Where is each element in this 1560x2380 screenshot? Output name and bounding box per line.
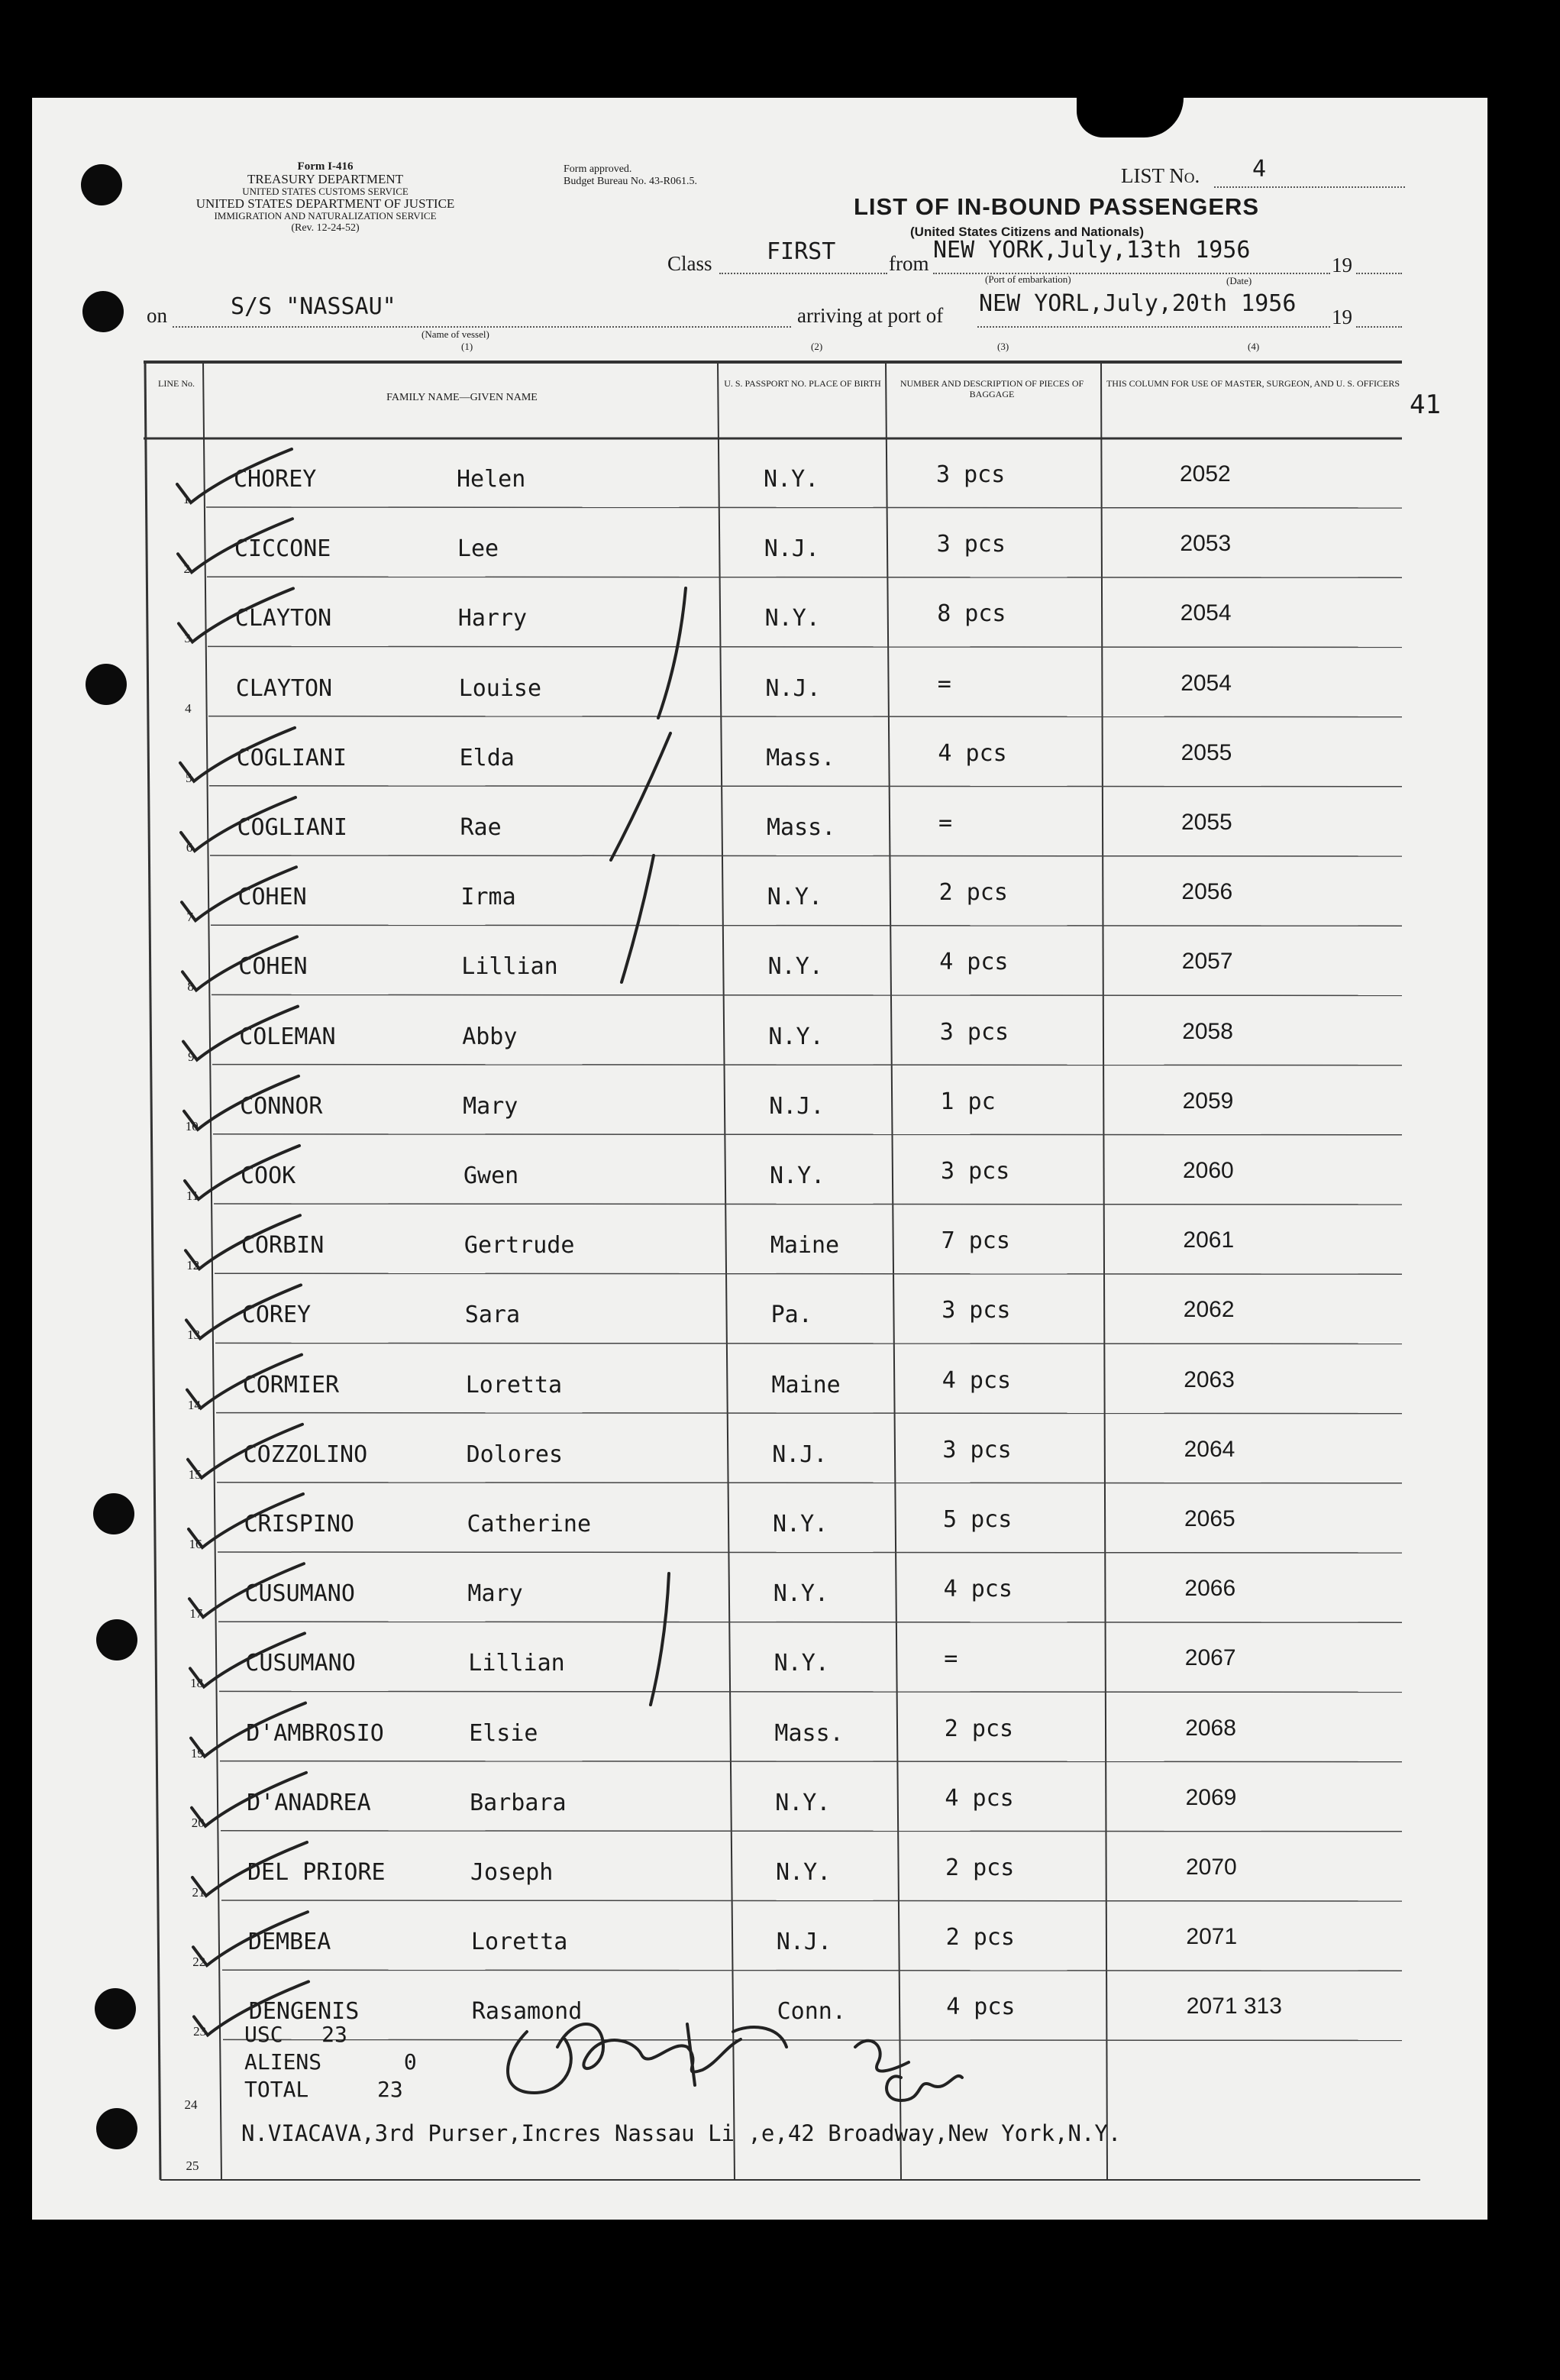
given-name: Joseph <box>470 1859 554 1886</box>
place-of-birth: N.Y. <box>767 953 823 981</box>
form-id-block: Form I-416 TREASURY DEPARTMENT UNITED STATES CUSTOMS SERVICE UNITED STATES DEPARTMENT OF JUSTICE IMMIGRATION AND NATURALIZATION SERVICE (Rev. 12-24-52) <box>195 160 455 234</box>
line-number: 7 <box>186 910 194 925</box>
line-number: 9 <box>188 1049 195 1064</box>
line-number: 23 <box>193 2024 207 2039</box>
baggage-count: 4 pcs <box>946 1994 1016 2021</box>
vessel-name: S/S "NASSAU" <box>231 293 396 320</box>
officer-code: 2071 <box>1186 1924 1238 1950</box>
given-name: Loretta <box>470 1929 568 1956</box>
check-mark <box>178 519 292 572</box>
baggage-count: 1 pc <box>940 1088 996 1115</box>
line-number: 4 <box>185 700 192 716</box>
place-of-birth: N.J. <box>769 1092 825 1120</box>
line-number: 21 <box>192 1885 205 1900</box>
line-number: 6 <box>186 840 193 855</box>
family-name: COZZOLINO <box>243 1441 368 1468</box>
column-header-line: LINE No. <box>158 378 195 389</box>
given-name: Elda <box>459 744 515 771</box>
given-name: Mary <box>463 1092 518 1120</box>
given-name: Gwen <box>463 1163 519 1189</box>
given-name: Gertrude <box>463 1232 575 1260</box>
class-label: Class <box>667 252 712 275</box>
family-name: CORBIN <box>241 1232 325 1260</box>
column-caption-3: (3) <box>997 341 1009 352</box>
line-number: 14 <box>187 1397 201 1412</box>
column-caption-1: (1) <box>461 341 473 352</box>
line-number: 8 <box>187 979 194 994</box>
given-name: Lillian <box>468 1650 565 1677</box>
line-number: 25 <box>186 2158 199 2173</box>
place-of-birth: Mass. <box>766 744 835 771</box>
line-number: 5 <box>185 770 192 785</box>
officer-code: 2061 <box>1183 1227 1235 1253</box>
baggage-count: = <box>938 810 953 836</box>
given-name: Rae <box>460 814 502 841</box>
line-number: 16 <box>189 1537 202 1551</box>
baggage-count: 7 pcs <box>941 1227 1010 1255</box>
family-name: COREY <box>241 1302 312 1329</box>
check-mark <box>184 1076 299 1130</box>
check-mark <box>191 1703 305 1757</box>
place-of-birth: N.Y. <box>768 1023 824 1050</box>
line-number: 3 <box>184 631 191 646</box>
check-mark <box>187 1355 302 1408</box>
aliens-count: ALIENS 0 <box>244 2049 417 2074</box>
line-number: 10 <box>185 1118 199 1133</box>
baggage-count: 5 pcs <box>943 1506 1013 1533</box>
place-of-birth: N.Y. <box>773 1511 828 1538</box>
date-caption: (Date) <box>1226 275 1252 286</box>
arrival-value: NEW YORL,July,20th 1956 <box>979 290 1297 317</box>
given-name: Sara <box>464 1302 521 1329</box>
line-number: 11 <box>186 1188 199 1203</box>
given-name: Dolores <box>466 1441 564 1468</box>
baggage-count: 2 pcs <box>944 1715 1014 1742</box>
officer-code: 2059 <box>1182 1088 1234 1114</box>
from-label: from <box>889 252 929 275</box>
given-name: Barbara <box>470 1789 567 1816</box>
place-of-birth: Pa. <box>770 1302 812 1329</box>
officer-code: 2069 <box>1185 1784 1237 1810</box>
column-header-officers: THIS COLUMN FOR USE OF MASTER, SURGEON, AND U. S. OFFICERS <box>1106 378 1400 389</box>
line-number: 2 <box>183 561 191 577</box>
usc-count: USC 23 <box>244 2022 347 2047</box>
line-number: 1 <box>182 492 190 506</box>
officer-code: 2055 <box>1181 810 1232 835</box>
vessel-caption: (Name of vessel) <box>421 328 489 340</box>
place-of-birth: Maine <box>771 1371 841 1399</box>
officer-code: 2057 <box>1181 949 1233 975</box>
baggage-count: 3 pcs <box>936 531 1006 558</box>
baggage-count: 2 pcs <box>945 1855 1015 1881</box>
family-name: DEL PRIORE <box>247 1859 386 1886</box>
arriving-label: arriving at port of <box>797 304 944 327</box>
baggage-count: 4 pcs <box>938 739 1007 767</box>
from-value: NEW YORK,July,13th 1956 <box>933 237 1251 264</box>
line-number: 18 <box>190 1676 204 1691</box>
family-name: CUSUMANO <box>244 1580 355 1608</box>
line-number: 13 <box>187 1327 201 1343</box>
family-name: COGLIANI <box>237 814 347 841</box>
check-mark <box>182 936 297 990</box>
family-name: COGLIANI <box>236 744 347 771</box>
line-number: 22 <box>192 1955 206 1970</box>
baggage-count: 2 pcs <box>938 879 1008 907</box>
family-name: CRISPINO <box>244 1511 354 1538</box>
check-mark <box>193 1912 308 1965</box>
family-name: COHEN <box>238 953 308 981</box>
line-number: 19 <box>190 1745 204 1761</box>
port-caption: (Port of embarkation) <box>985 273 1071 285</box>
check-mark <box>188 1424 302 1478</box>
officer-code: 2067 <box>1184 1645 1236 1671</box>
family-name: CLAYTON <box>234 605 332 632</box>
given-name: Mary <box>467 1580 523 1608</box>
officer-code: 2062 <box>1183 1297 1235 1323</box>
line-number: 17 <box>189 1606 203 1622</box>
given-name: Lillian <box>461 953 558 981</box>
family-name: D'AMBROSIO <box>246 1719 384 1747</box>
approval-block: Form approved. Budget Bureau No. 43-R061.5. <box>564 163 697 187</box>
check-mark <box>192 1842 307 1896</box>
family-name: D'ANADREA <box>247 1789 371 1816</box>
family-name: DENGENIS <box>248 1998 360 2026</box>
year-suffix: 19 <box>1332 306 1352 328</box>
check-mark <box>190 1633 305 1686</box>
officer-code: 2070 <box>1186 1855 1237 1880</box>
officer-code: 2063 <box>1184 1366 1235 1392</box>
officer-code: 2065 <box>1184 1506 1235 1531</box>
line-number: 24 <box>184 2097 198 2112</box>
purser-signature-line: N.VIACAVA,3rd Purser,Incres Nassau Li ,e,42 Broadway,New York,N.Y. <box>241 2120 1122 2146</box>
baggage-count: 4 pcs <box>945 1784 1014 1812</box>
given-name: Elsie <box>469 1719 538 1747</box>
check-mark <box>192 1773 306 1826</box>
check-mark <box>189 1494 303 1547</box>
place-of-birth: N.Y. <box>764 605 820 632</box>
check-mark <box>182 867 296 920</box>
handwritten-signature <box>508 2024 786 2093</box>
given-name: Lee <box>457 535 499 563</box>
family-name: CORMIER <box>242 1371 340 1399</box>
list-label: LIST No. <box>1121 164 1200 187</box>
officer-code: 2064 <box>1184 1436 1235 1462</box>
place-of-birth: N.Y. <box>773 1580 829 1608</box>
family-name: COLEMAN <box>239 1023 336 1050</box>
given-name: Irma <box>460 884 516 911</box>
baggage-count: 2 pcs <box>945 1924 1015 1952</box>
family-name: CHOREY <box>234 466 317 493</box>
column-caption-2: (2) <box>811 341 823 352</box>
family-name: CLAYTON <box>235 674 333 702</box>
baggage-count: 3 pcs <box>936 461 1006 488</box>
place-of-birth: Maine <box>770 1232 840 1260</box>
line-number: 15 <box>188 1466 202 1482</box>
place-of-birth: N.Y. <box>776 1859 832 1886</box>
check-mark <box>177 449 292 503</box>
total-count: TOTAL 23 <box>244 2077 403 2102</box>
place-of-birth: N.J. <box>776 1929 832 1956</box>
family-name: CONNOR <box>240 1092 323 1120</box>
place-of-birth: N.Y. <box>770 1163 825 1189</box>
line-number: 20 <box>191 1815 205 1830</box>
given-name: Abby <box>462 1023 518 1050</box>
baggage-count: 4 pcs <box>941 1366 1012 1394</box>
officer-code: 2056 <box>1181 879 1233 905</box>
class-value: FIRST <box>767 238 836 265</box>
given-name: Rasamond <box>471 1998 583 2026</box>
family-name: DEMBEA <box>247 1929 331 1956</box>
officer-code: 2054 <box>1180 600 1232 626</box>
officer-code: 2060 <box>1183 1158 1234 1183</box>
place-of-birth: N.Y. <box>764 466 819 493</box>
page-title: LIST OF IN-BOUND PASSENGERS <box>854 193 1260 220</box>
officer-code: 2053 <box>1180 531 1232 557</box>
check-mark <box>186 1285 301 1338</box>
on-label: on <box>147 304 167 327</box>
officer-code: 2068 <box>1185 1715 1236 1741</box>
given-name: Harry <box>457 605 528 632</box>
family-name: CUSUMANO <box>245 1650 356 1677</box>
baggage-count: 3 pcs <box>941 1297 1011 1324</box>
baggage-count: 3 pcs <box>941 1158 1010 1185</box>
list-number: 4 <box>1252 156 1267 183</box>
year-suffix: 19 <box>1332 254 1352 276</box>
officer-code: 2055 <box>1180 739 1232 765</box>
check-mark <box>180 728 295 781</box>
baggage-count: 4 pcs <box>943 1576 1013 1603</box>
family-name: COOK <box>241 1163 296 1189</box>
given-name: Catherine <box>467 1511 592 1538</box>
place-of-birth: N.Y. <box>775 1789 831 1816</box>
check-mark <box>179 588 293 642</box>
check-mark <box>181 797 296 851</box>
baggage-count: = <box>937 670 951 697</box>
baggage-count: = <box>944 1645 958 1673</box>
place-of-birth: N.Y. <box>767 884 823 911</box>
check-mark <box>183 1007 298 1060</box>
officer-code: 2071 313 <box>1186 1994 1282 2019</box>
page-number: 41 <box>1410 390 1441 420</box>
officer-code: 2066 <box>1184 1576 1236 1602</box>
place-of-birth: N.J. <box>765 674 821 702</box>
baggage-count: 8 pcs <box>937 600 1006 628</box>
place-of-birth: N.J. <box>772 1441 828 1468</box>
place-of-birth: Mass. <box>774 1719 844 1747</box>
place-of-birth: N.Y. <box>774 1650 829 1677</box>
given-name: Louise <box>458 674 542 702</box>
line-number: 12 <box>186 1258 200 1273</box>
check-mark <box>189 1563 304 1617</box>
given-name: Helen <box>457 466 526 493</box>
check-mark <box>194 1981 308 2035</box>
check-mark <box>185 1146 299 1199</box>
officer-code: 2052 <box>1180 461 1231 487</box>
officer-code: 2058 <box>1182 1018 1233 1044</box>
column-header-name: FAMILY NAME—GIVEN NAME <box>386 392 538 403</box>
column-header-passport: U. S. PASSPORT NO. PLACE OF BIRTH <box>724 378 881 389</box>
column-header-baggage: NUMBER AND DESCRIPTION OF PIECES OF BAGGAGE <box>900 378 1084 399</box>
place-of-birth: N.J. <box>764 535 820 563</box>
page-subtitle: (United States Citizens and Nationals) <box>910 225 1145 239</box>
family-name: COHEN <box>237 884 307 911</box>
place-of-birth: Mass. <box>767 814 836 841</box>
officer-code: 2054 <box>1180 670 1232 696</box>
place-of-birth: Conn. <box>777 1998 846 2026</box>
check-mark <box>186 1215 300 1269</box>
baggage-count: 4 pcs <box>939 949 1009 976</box>
baggage-count: 3 pcs <box>939 1018 1009 1046</box>
baggage-count: 3 pcs <box>942 1436 1012 1463</box>
family-name: CICCONE <box>234 535 331 563</box>
column-caption-4: (4) <box>1248 341 1260 352</box>
given-name: Loretta <box>465 1371 563 1399</box>
